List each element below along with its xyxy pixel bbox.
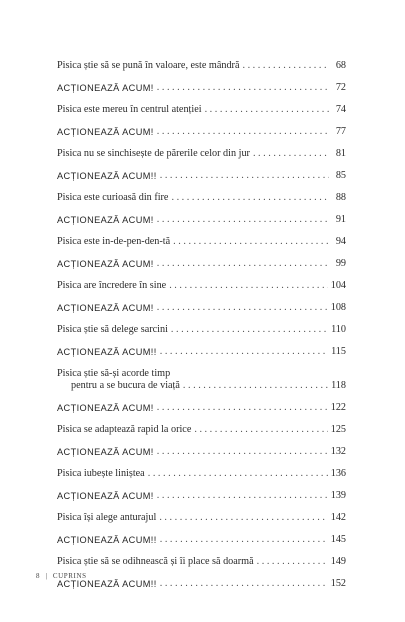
toc-entry-action	[57, 480, 346, 502]
toc-entry-title: Pisica se adaptează rapid la orice	[57, 424, 192, 435]
toc-entry-title: Pisica nu se sinchisește de părerile celor din jur	[57, 148, 250, 159]
toc-entry-page: 152	[330, 578, 346, 589]
toc-entry-page: 142	[330, 512, 346, 523]
toc-entry-title: ACȚIONEAZĂ ACUM!	[57, 127, 154, 137]
toc-entry-title: Pisica este mereu în centrul atenției	[57, 104, 202, 115]
leader-dots	[169, 280, 328, 292]
toc-entry-page: 115	[331, 346, 346, 357]
toc-entry-page: 149	[330, 556, 346, 567]
leader-dots	[183, 380, 328, 392]
toc-entry-action	[57, 436, 346, 458]
toc-entry-action	[57, 116, 346, 138]
leader-dots	[157, 302, 328, 314]
toc-entry-title: Pisica este in-de-pen-den-tă	[57, 236, 171, 247]
toc-entry-title: ACȚIONEAZĂ ACUM!	[57, 259, 154, 269]
toc-entry-action	[57, 72, 346, 94]
leader-dots	[157, 402, 328, 414]
leader-dots	[157, 258, 329, 270]
leader-dots	[257, 556, 328, 568]
toc-entry	[57, 138, 346, 160]
toc-entry-title: Pisica are încredere în sine	[57, 280, 167, 291]
toc-entry-action	[57, 524, 346, 546]
toc-entry	[57, 182, 346, 204]
leader-dots	[242, 60, 329, 72]
toc-entry-title-block	[57, 368, 180, 392]
leader-dots	[173, 236, 329, 248]
toc-entry	[57, 458, 346, 480]
toc-entry-page: 85	[335, 170, 346, 181]
toc-entry-page: 99	[335, 258, 346, 269]
toc-entry-page: 72	[335, 82, 346, 93]
toc-entry	[57, 414, 346, 436]
toc-entry-page: 77	[335, 126, 346, 137]
toc-entry-action	[57, 292, 346, 314]
toc-entry-page: 125	[330, 424, 346, 435]
toc-entry-page: 110	[331, 324, 346, 335]
toc-entry-action	[57, 204, 346, 226]
toc-entry-page: 108	[330, 302, 346, 313]
toc-entry-page: 132	[330, 446, 346, 457]
leader-dots	[160, 170, 329, 182]
toc-entry-action	[57, 568, 346, 590]
toc-entry-page: 145	[330, 534, 346, 545]
toc-entry-title: ACȚIONEAZĂ ACUM!	[57, 83, 154, 93]
toc-entry-title: ACȚIONEAZĂ ACUM!	[57, 491, 154, 501]
toc-entry-action	[57, 248, 346, 270]
toc-entry-title: Pisica știe să-și acorde timp	[57, 368, 171, 379]
toc-entry-title: Pisica știe să se pună în valoare, este mândră	[57, 60, 240, 71]
leader-dots	[157, 490, 328, 502]
toc-entry-page: 139	[330, 490, 346, 501]
toc-entry	[57, 314, 346, 336]
toc-entry-page: 68	[335, 60, 346, 71]
toc-entry-title: ACȚIONEAZĂ ACUM!	[57, 403, 154, 413]
toc-entry-page: 81	[335, 148, 346, 159]
leader-dots	[171, 192, 329, 204]
toc-entry-title: Pisica știe să delege sarcini	[57, 324, 168, 335]
toc-entry	[57, 50, 346, 72]
toc-entry-title: ACȚIONEAZĂ ACUM!	[57, 215, 154, 225]
table-of-contents	[57, 50, 346, 590]
leader-dots	[160, 534, 328, 546]
toc-entry-action	[57, 392, 346, 414]
page-footer	[36, 572, 90, 580]
leader-dots	[159, 512, 327, 524]
leader-dots	[157, 446, 328, 458]
section-name: CUPRINS	[52, 572, 87, 580]
toc-entry-title: ACȚIONEAZĂ ACUM!!	[57, 347, 157, 357]
toc-entry-title: ACȚIONEAZĂ ACUM!!	[57, 535, 157, 545]
leader-dots	[194, 424, 327, 436]
toc-entry-title: ACȚIONEAZĂ ACUM!!	[57, 171, 157, 181]
toc-entry-page: 88	[335, 192, 346, 203]
toc-entry-page: 118	[331, 380, 346, 391]
leader-dots	[148, 468, 328, 480]
leader-dots	[160, 578, 328, 590]
toc-entry	[57, 94, 346, 116]
toc-entry	[57, 270, 346, 292]
leader-dots	[205, 104, 329, 116]
leader-dots	[253, 148, 329, 160]
toc-entry-title: ACȚIONEAZĂ ACUM!	[57, 447, 154, 457]
toc-entry-title: ACȚIONEAZĂ ACUM!	[57, 303, 154, 313]
toc-entry-action	[57, 336, 346, 358]
toc-entry	[57, 226, 346, 248]
page-number: 8	[36, 572, 41, 580]
leader-dots	[157, 214, 329, 226]
toc-entry-page: 136	[330, 468, 346, 479]
toc-entry-title: Pisica este curioasă din fire	[57, 192, 169, 203]
toc-entry-page: 74	[335, 104, 346, 115]
footer-separator: |	[45, 572, 48, 580]
toc-entry-action	[57, 160, 346, 182]
leader-dots	[171, 324, 328, 336]
toc-entry-title: Pisica iubește liniștea	[57, 468, 145, 479]
leader-dots	[157, 126, 329, 138]
toc-entry	[57, 358, 346, 392]
leader-dots	[160, 346, 328, 358]
toc-entry-title-continued: pentru a se bucura de viață	[71, 380, 180, 391]
toc-entry	[57, 546, 346, 568]
toc-entry-page: 104	[330, 280, 346, 291]
toc-entry	[57, 502, 346, 524]
toc-entry-title: Pisica își alege anturajul	[57, 512, 157, 523]
toc-entry-page: 94	[335, 236, 346, 247]
toc-entry-title: ACȚIONEAZĂ ACUM!!	[57, 579, 157, 589]
leader-dots	[157, 82, 329, 94]
toc-entry-page: 91	[335, 214, 346, 225]
toc-entry-page: 122	[330, 402, 346, 413]
toc-entry-title: Pisica știe să se odihnească și îi place să doarmă	[57, 556, 254, 567]
